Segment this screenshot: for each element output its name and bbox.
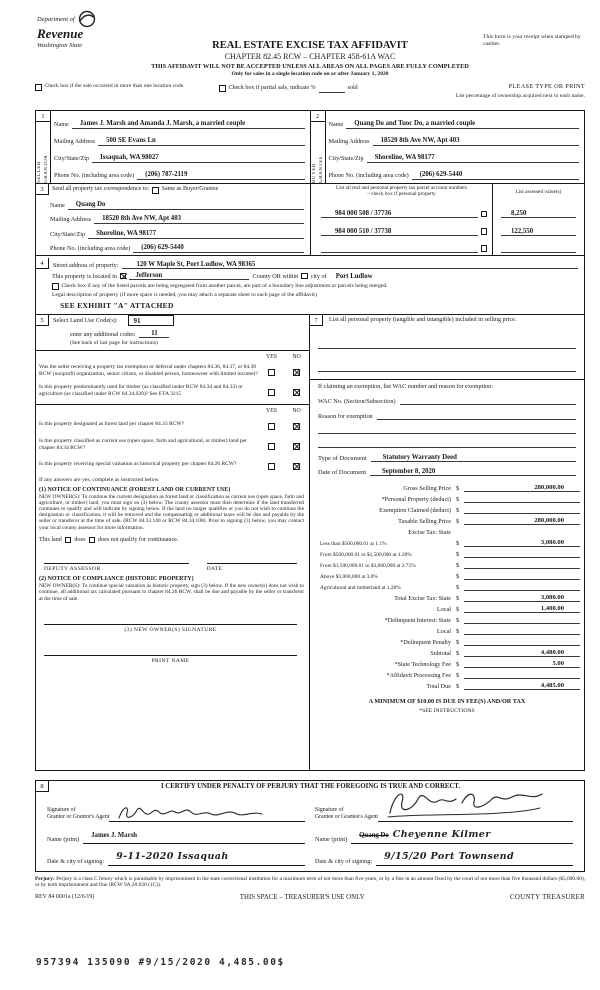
- personal-property-line[interactable]: [318, 336, 576, 349]
- corr-phone-label: Phone No. (including area code): [50, 245, 131, 252]
- gross-selling-price-value[interactable]: 280,000.00: [534, 483, 564, 491]
- land-use-code-field[interactable]: 91: [128, 315, 174, 326]
- seller-name-label: Name: [54, 121, 69, 128]
- minimum-fee-note: A MINIMUM OF $10.00 IS DUE IN FEE(S) AND/OR TAX: [368, 697, 526, 705]
- seller-phone-label: Phone No. (including area code): [54, 172, 135, 179]
- seller-address-label: Mailing Address: [54, 138, 96, 145]
- designation-questions: YES NO Is this property designated as forest land per chapter 84.33 RCW? Is this property classified as current use (open space, farm and agricultural, or timber) land per chapter 84.34 RCW? Is this property receiving special valuation as historical property per chapter 84.26 RCW? If any answers are yes, complete as instructed below.: [36, 404, 309, 483]
- seller-phone-field[interactable]: (206) 787-2119: [137, 171, 304, 180]
- buyer-phone-field[interactable]: (206) 629-5440: [412, 171, 579, 180]
- grantee-signature-line[interactable]: [378, 795, 573, 822]
- buyer-csz-label: City/State/Zip: [328, 155, 364, 162]
- total-due-value[interactable]: 4,485.00: [540, 681, 564, 689]
- deputy-assessor-label: DEPUTY ASSESSOR: [44, 566, 101, 573]
- multi-location-label: Check box if the sale occurred in more than one location code.: [44, 83, 185, 89]
- money-row-total-due: Total Due $ 4,485.00: [312, 679, 580, 690]
- current-use-yes-checkbox[interactable]: [268, 443, 275, 450]
- section-number-2: 2: [311, 111, 325, 122]
- see-instructions-note: *SEE INSTRUCTIONS: [419, 707, 475, 714]
- county-or-within-label: County OR within: [252, 272, 299, 280]
- land-use-section: [36, 315, 310, 770]
- money-row-taxable: Taxable Selling Price $ 280,000.00: [312, 514, 580, 525]
- continuance-body: NEW OWNER(S): To continue the current designation as forest land or classification as current use (open space, farm and agriculture, or timber) land, you must sign on (3) below. The county assessor must then determine if the land transferred continues to qualify and will indicate by signing below. If the land no longer qualifies or you do not wish to continue the designation or classification, it will be removed and the compensating or additional taxes will be due and payable by the seller or transferor at the time of sale. (RCW 84.33.140 or RCW 84.34.108). Prior to signing (3) below, you may contact your local county assessor for more information.: [39, 493, 304, 531]
- multi-location-check: [35, 83, 187, 91]
- current-use-no-checkbox[interactable]: [293, 443, 300, 450]
- main-columns: [35, 315, 585, 771]
- city-checkbox[interactable]: [301, 273, 308, 280]
- grantee-signature: [384, 783, 544, 825]
- seller-name-field[interactable]: James J. Marsh and Amanda J. Marsh, a married couple: [72, 120, 305, 129]
- see-back-note: (See back of last page for instructions): [70, 339, 158, 346]
- reason-label: Reason for exemption: [318, 412, 373, 420]
- grantee-date-field[interactable]: 9/15/20 Port Townsend: [376, 846, 573, 866]
- grantor-vert-label: GRANTOR: [44, 154, 49, 183]
- money-row-total-state: Total Excise Tax: State $ 3,080.00: [312, 591, 580, 602]
- print-name-line[interactable]: [44, 648, 297, 656]
- title-block: [145, 40, 475, 77]
- print-name-label: PRINT NAME: [151, 657, 190, 664]
- corr-phone-field[interactable]: (206) 629-5440: [133, 244, 304, 253]
- deputy-assessor-signature-line[interactable]: [44, 556, 189, 564]
- tech-fee-value[interactable]: 5.00: [552, 659, 564, 667]
- partial-sale-sold-label: sold: [347, 85, 358, 91]
- buyer-csz-field[interactable]: Shoreline, WA 98177: [367, 154, 579, 163]
- local-tax-value[interactable]: 1,400.00: [540, 604, 564, 612]
- parcel-account-field[interactable]: [321, 252, 478, 253]
- city-of-label: city of: [310, 272, 327, 280]
- correspondence-intro: Send all property tax correspondence to:: [52, 186, 150, 192]
- buyer-address-field[interactable]: 18520 8th Ave NW, Apt 403: [373, 137, 579, 146]
- exemption-yes-checkbox[interactable]: [268, 369, 275, 376]
- receipt-note: This form is your receipt when stamped by cashier.: [483, 34, 581, 47]
- correspondence-section: [35, 184, 585, 256]
- grantor-signature-label: Signature of Grantor or Grantor's Agent: [47, 807, 110, 820]
- grantor-name-field[interactable]: James J. Marsh: [83, 824, 305, 844]
- total-excise-state-value[interactable]: 3,080.00: [540, 593, 564, 601]
- buyer-fields: [326, 111, 585, 183]
- exemption-no-checkbox[interactable]: [293, 369, 300, 376]
- compliance-body: NEW OWNER(S): To continue special valuation as historic property, sign (3) below. If the new owner(s) does not wish to continue, all additional tax calculated pursuant to chapter 84.26 RCW, shall be due and payable by the seller or transferor at the time of sale.: [39, 583, 304, 602]
- cashier-stamp: 957394 135090 #9/15/2020 4,485.00$: [36, 957, 285, 968]
- historic-yes-checkbox[interactable]: [268, 463, 275, 470]
- money-row-personal: *Personal Property (deduct) $: [312, 492, 580, 503]
- grantor-signature-block: [42, 795, 310, 866]
- question-historic: Is this property receiving special valuation as historical property per chapter 84.26 RCW?: [36, 456, 309, 474]
- footer-row: [35, 894, 585, 901]
- forest-no-checkbox[interactable]: [293, 423, 300, 430]
- excise-tax-table: [310, 476, 584, 690]
- additional-codes-field[interactable]: 11: [139, 329, 169, 338]
- reason-line[interactable]: [318, 422, 576, 434]
- top-checkbox-row: [35, 80, 585, 110]
- section-number-1: 1: [36, 111, 50, 122]
- grantee-date-label: Date & city of signing:: [315, 857, 373, 865]
- forest-yes-checkbox[interactable]: [268, 423, 275, 430]
- ownership-note: List percentage of ownership acquired next to each name.: [455, 93, 585, 99]
- grantor-name-label: Name (print): [47, 835, 80, 843]
- new-owner-signature-line[interactable]: [44, 617, 297, 625]
- money-row-excise-header: Excise Tax: State: [408, 528, 451, 536]
- timber-no-checkbox[interactable]: [293, 389, 300, 396]
- parcel-personal-checkbox[interactable]: [481, 228, 488, 235]
- county-field[interactable]: Jefferson: [129, 272, 249, 280]
- assessed-value-field[interactable]: [501, 252, 576, 253]
- corr-address-label: Mailing Address: [50, 216, 92, 223]
- money-row-tier4: Above $3,000,000 at 3.0% $: [312, 569, 580, 580]
- segregated-checkbox[interactable]: [52, 283, 59, 290]
- legal-description-value[interactable]: SEE EXHIBIT "A" ATTACHED: [60, 300, 174, 310]
- money-row-delinquent-penalty: *Delinquent Penalty $: [312, 635, 580, 646]
- seller-section: [36, 111, 310, 183]
- wac-field[interactable]: [400, 397, 576, 405]
- assessed-value-field[interactable]: 122,550: [501, 228, 576, 236]
- seller-sidebar: [36, 111, 51, 183]
- money-row-delinquent-interest-state: *Delinquent Interest: State $: [312, 613, 580, 624]
- grantor-date-field[interactable]: 9-11-2020 Issaquah: [108, 846, 305, 866]
- exemption-intro: If claiming an exemption, list WAC number and reason for exemption:: [318, 382, 493, 390]
- money-row-tier2: From $500,000.01 to $1,500,000 at 1.28% $: [312, 547, 580, 558]
- assessed-value-field[interactable]: 8,250: [501, 210, 576, 218]
- logo-revenue-text: Revenue: [37, 26, 84, 41]
- buyer-sidebar: [311, 111, 326, 183]
- parcel-personal-checkbox[interactable]: [481, 245, 488, 252]
- money-row-tech-fee: *State Technology Fee $ 5.00: [312, 657, 580, 668]
- section-number-8: 8: [36, 781, 49, 792]
- money-row-delinquent-interest-local: Local $: [312, 624, 580, 635]
- taxable-selling-price-value[interactable]: 280,000.00: [534, 516, 564, 524]
- seller-csz-label: City/State/Zip: [54, 155, 90, 162]
- partial-sale-label: Check box if partial sale, indicate %: [228, 85, 316, 91]
- buyer-phone-label: Phone No. (including area code): [328, 172, 409, 179]
- buyer-vert-label: BUYER: [311, 163, 317, 183]
- grantee-name-field[interactable]: Quang Do Cheyenne Kilmer: [351, 824, 573, 844]
- grantee-vert-label: GRANTEE: [318, 155, 324, 183]
- top-right-notes: [395, 83, 585, 99]
- county-treasurer-label: COUNTY TREASURER: [509, 893, 585, 901]
- grantor-signature-line[interactable]: [109, 795, 305, 822]
- timber-yes-checkbox[interactable]: [268, 389, 275, 396]
- parties-section: [35, 110, 585, 184]
- money-row-subtotal: Subtotal $ 4,480.00: [312, 646, 580, 657]
- additional-codes-label: enter any additional codes:: [70, 331, 136, 338]
- new-owner-signature-area: [36, 602, 309, 633]
- grantee-signature-label: Signature of Grantee or Grantee's Agent: [315, 807, 379, 820]
- buyer-section: [310, 111, 585, 183]
- tier1-tax-value[interactable]: 3,080.00: [540, 538, 564, 546]
- partial-sale-checkbox[interactable]: [219, 85, 226, 92]
- deputy-date-line[interactable]: [207, 556, 297, 564]
- money-row-tier1: Less than $500,000.01 at 1.1% $ 3,080.00: [312, 536, 580, 547]
- doc-date-label: Date of Document: [318, 468, 367, 476]
- money-row-tier3: From $1,500,000.01 to $3,000,000 at 2.75% $: [312, 558, 580, 569]
- buyer-name-field[interactable]: Quang Do and Tuoc Do, a married couple: [346, 120, 579, 129]
- money-row-processing-fee: *Affidavit Processing Fee $: [312, 668, 580, 679]
- form-chapter: CHAPTER 82.45 RCW – CHAPTER 458-61A WAC: [224, 52, 396, 61]
- exemption-block: [310, 379, 584, 448]
- treasurer-space-label: THIS SPACE – TREASURER'S USE ONLY: [239, 893, 365, 901]
- new-owner-signature-label: (3) NEW OWNER(S) SIGNATURE: [124, 626, 217, 633]
- corr-name-field[interactable]: Quang Do: [68, 201, 304, 210]
- section-number-4: 4: [36, 258, 49, 269]
- question-exemption: Was the seller receiving a property tax exemption or deferral under chapters 84.36, 84.37, or 84.38 RCW (nonprofit organization, senior citizen, or disabled person, homeowner with limited income)?: [36, 362, 309, 380]
- located-in-label: This property is located in: [52, 272, 117, 280]
- assessed-value-header: List assessed value(s): [492, 184, 584, 203]
- buyer-name-label: Name: [328, 121, 344, 128]
- money-row-local: Local $ 1,400.00: [312, 602, 580, 613]
- certification-section: [35, 780, 585, 872]
- parcel-table: [310, 184, 584, 255]
- section-number-5: 5: [36, 315, 49, 326]
- partial-sale-check: [187, 83, 395, 93]
- question-timber: Is this property predominantly used for timber (as classified under RCW 84.34 and 84.33) or agriculture (as classified under RCW 84.34.020)? See ETA 3215: [36, 382, 309, 400]
- parcel-row: [311, 238, 584, 255]
- seller-fields: [51, 111, 310, 183]
- perjury-note: Perjury: Perjury is a class C felony which is punishable by imprisonment in the state correctional institution for a maximum term of not more than five years, or by a fine in an amount fixed by the court of not more than five thousand dollars ($5,000.00), or by both imprisonment and fine (RCW 9A.20.020 (1C)).: [35, 875, 585, 888]
- reason-field[interactable]: [377, 412, 576, 420]
- grantee-signature-block: [310, 795, 578, 866]
- wac-label: WAC No. (Section/Subsection): [318, 397, 396, 405]
- same-as-buyer-label: Same as Buyer/Grantee: [161, 186, 219, 192]
- question-current-use: Is this property classified as current use (open space, farm and agricultural, or timber) land per chapter 84.34 RCW?: [36, 436, 309, 454]
- land-use-label: Select Land Use Code(s):: [53, 316, 118, 324]
- form-revision: REV 84 0001a (12/6/19): [35, 893, 95, 900]
- personal-property-label: List all personal property (tangible and intangible) included in selling price.: [329, 315, 517, 323]
- doc-type-label: Type of Document: [318, 454, 367, 462]
- seller-address-field[interactable]: 500 SE Evans Ln: [98, 137, 304, 146]
- subtotal-value[interactable]: 4,480.00: [540, 648, 564, 656]
- same-as-buyer-checkbox[interactable]: [152, 187, 159, 194]
- correspondence-left: [36, 184, 310, 255]
- certify-statement: I CERTIFY UNDER PENALTY OF PERJURY THAT THE FOREGOING IS TRUE AND CORRECT.: [160, 782, 461, 790]
- buyer-address-label: Mailing Address: [328, 138, 370, 145]
- doc-date-field[interactable]: September 8, 2020: [370, 468, 576, 476]
- partial-sale-percent-field[interactable]: [319, 85, 345, 93]
- parcel-row: [311, 203, 584, 220]
- yes-no-header: YES NO: [266, 353, 301, 360]
- section-number-3: 3: [36, 184, 49, 195]
- deputy-assessor-row: [36, 543, 309, 572]
- city-field[interactable]: Port Ludlow: [335, 272, 373, 280]
- form-warning: THIS AFFIDAVIT WILL NOT BE ACCEPTED UNLESS ALL AREAS ON ALL PAGES ARE FULLY COMPLETED: [151, 63, 469, 70]
- parcel-personal-checkbox[interactable]: [481, 211, 488, 218]
- continuance-title: (1) NOTICE OF CONTINUANCE (FOREST LAND OR CURRENT USE): [39, 486, 231, 493]
- street-address-field[interactable]: 120 W Maple St, Port Ludlow, WA 98365: [122, 261, 578, 269]
- compliance-title: (2) NOTICE OF COMPLIANCE (HISTORIC PROPERTY): [39, 576, 194, 583]
- question-forest: Is this property designated as forest land per chapter 84.33 RCW?: [36, 416, 309, 434]
- land-does-checkbox[interactable]: [65, 537, 72, 544]
- form-only-note: Only for sales in a single location code on or after January 1, 2020: [231, 71, 389, 77]
- if-yes-note: If any answers are yes, complete as instructed below.: [39, 476, 160, 483]
- dor-logo: [37, 10, 96, 49]
- historic-no-checkbox[interactable]: [293, 463, 300, 470]
- reason-line[interactable]: [318, 436, 576, 448]
- legal-description-label: Legal description of property (if more space is needed, you may attach a separate sheet to each page of the affidavit): [52, 291, 317, 298]
- logo-state-text: Washington State: [37, 42, 83, 49]
- seller-csz-field[interactable]: Issaquah, WA 98027: [92, 154, 304, 163]
- form-header: [35, 8, 585, 80]
- corr-csz-label: City/State/Zip: [50, 230, 86, 238]
- multi-location-checkbox[interactable]: [35, 84, 42, 91]
- street-address-label: Street address of property:: [53, 262, 119, 269]
- logo-dept-text: Department of: [37, 15, 75, 23]
- money-row-gross: Gross Selling Price $ 280,000.00: [312, 481, 580, 492]
- corr-csz-field[interactable]: Shoreline, WA 98177: [88, 230, 304, 239]
- parcel-row: [311, 220, 584, 237]
- parcel-header: List all real and personal property tax parcel account numbers – check box if personal property: [335, 185, 468, 197]
- print-name-area: [36, 633, 309, 664]
- section-number-7: 7: [310, 315, 323, 326]
- property-section: [35, 256, 585, 315]
- form-title: REAL ESTATE EXCISE TAX AFFIDAVIT: [212, 40, 408, 51]
- unincorporated-checkbox[interactable]: [120, 273, 127, 280]
- grantee-name-label: Name (print): [315, 835, 348, 843]
- seller-vert-label: SELLER: [37, 161, 42, 183]
- doc-type-field[interactable]: Statutory Warranty Deed: [371, 454, 576, 462]
- continuance-qualify-row: This land does does not qualify for continuance.: [39, 536, 179, 543]
- personal-property-line[interactable]: [318, 359, 576, 372]
- grantor-signature: [115, 802, 265, 824]
- parcel-account-field[interactable]: 984 000 510 / 37738: [321, 228, 478, 236]
- grantor-date-label: Date & city of signing:: [47, 857, 105, 865]
- parcel-account-field[interactable]: 984 000 508 / 37736: [321, 210, 478, 218]
- land-does-not-checkbox[interactable]: [89, 537, 96, 544]
- corr-address-field[interactable]: 18520 8th Ave NW, Apt 403: [94, 215, 304, 224]
- corr-name-label: Name: [50, 201, 65, 209]
- money-row-agricultural: Agricultural and timberland at 1.28% $: [312, 580, 580, 591]
- type-or-print-note: PLEASE TYPE OR PRINT: [508, 83, 585, 90]
- segregated-label: Check box if any of the listed parcels are being segregated from another parcel, are part of a boundary line adjustment or parcels being merged.: [61, 283, 388, 289]
- selling-price-section: [310, 315, 584, 770]
- money-row-exemption: Exemption Claimed (deduct) $: [312, 503, 580, 514]
- deputy-date-label: DATE: [206, 566, 223, 573]
